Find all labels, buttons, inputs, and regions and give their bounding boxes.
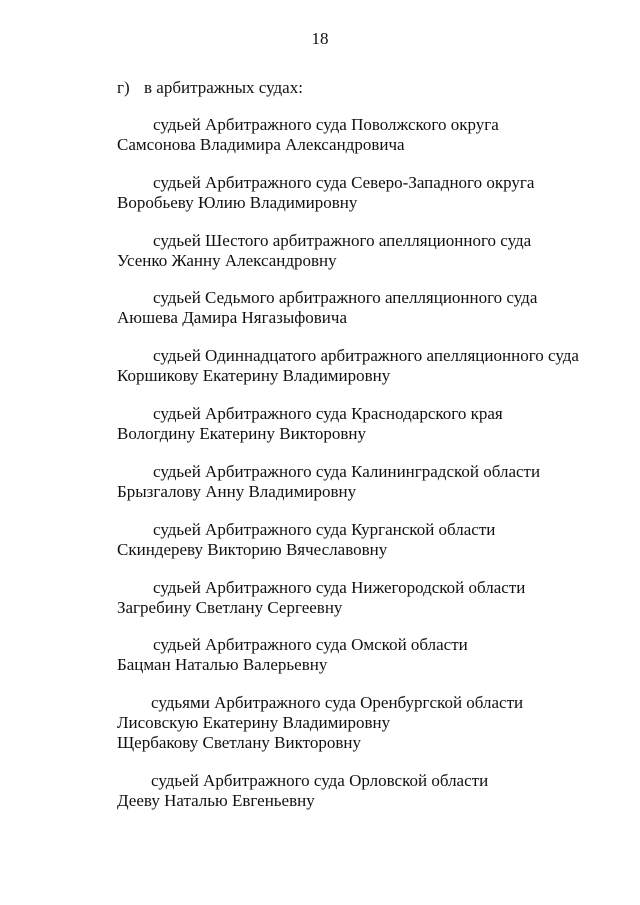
- appointee-name: Щербакову Светлану Викторовну: [117, 733, 361, 752]
- appointee-name: Самсонова Владимира Александровича: [117, 135, 405, 154]
- appointment-entry: [117, 578, 597, 618]
- appointment-entry: [117, 115, 597, 155]
- section-heading-text: в арбитражных судах:: [144, 78, 303, 97]
- appointee-name: Скиндереву Викторию Вячеславовну: [117, 540, 388, 559]
- appointee-name: Брызгалову Анну Владимировну: [117, 482, 357, 501]
- appointee-name: Бацман Наталью Валерьевну: [117, 655, 328, 674]
- appointee-name: Коршикову Екатерину Владимировну: [117, 366, 391, 385]
- appointment-entry: [117, 462, 597, 502]
- appointment-entry: [117, 520, 597, 560]
- appointee-name: Загребину Светлану Сергеевну: [117, 598, 343, 617]
- appointee-name: Усенко Жанну Александровну: [117, 251, 337, 270]
- page-number: 18: [311, 29, 329, 48]
- appointee-name: Воробьеву Юлию Владимировну: [117, 193, 358, 212]
- appointment-entry: [117, 635, 597, 675]
- appointment-position: судьями Арбитражного суда Оренбургской области: [151, 693, 524, 712]
- appointment-entry: [117, 771, 597, 811]
- appointment-position: судьей Арбитражного суда Калининградской области: [153, 462, 541, 481]
- section-heading: [117, 78, 303, 98]
- appointment-position: судьей Арбитражного суда Орловской области: [151, 771, 489, 790]
- appointment-position: судьей Шестого арбитражного апелляционного суда: [153, 231, 532, 250]
- appointee-name: Вологдину Екатерину Викторовну: [117, 424, 367, 443]
- appointee-name: Лисовскую Екатерину Владимировну: [117, 713, 391, 732]
- appointment-entry: [117, 173, 597, 213]
- appointment-position: судьей Арбитражного суда Омской области: [153, 635, 468, 654]
- appointment-position: судьей Седьмого арбитражного апелляционного суда: [153, 288, 538, 307]
- appointment-entry: [117, 346, 597, 386]
- appointment-position: судьей Арбитражного суда Поволжского округа: [153, 115, 499, 134]
- appointment-position: судьей Арбитражного суда Краснодарского края: [153, 404, 503, 423]
- appointee-name: Дееву Наталью Евгеньевну: [117, 791, 315, 810]
- appointment-position: судьей Арбитражного суда Северо-Западного округа: [153, 173, 535, 192]
- appointment-entry: [117, 231, 597, 271]
- appointment-entry: [117, 288, 597, 328]
- appointment-entry: [117, 404, 597, 444]
- appointment-position: судьей Арбитражного суда Курганской области: [153, 520, 496, 539]
- appointee-name: Аюшева Дамира Нягазыфовича: [117, 308, 347, 327]
- appointment-position: судьей Одиннадцатого арбитражного апелляционного суда: [153, 346, 579, 365]
- appointment-position: судьей Арбитражного суда Нижегородской области: [153, 578, 526, 597]
- section-marker: г): [117, 78, 130, 97]
- appointment-entry: [117, 693, 597, 753]
